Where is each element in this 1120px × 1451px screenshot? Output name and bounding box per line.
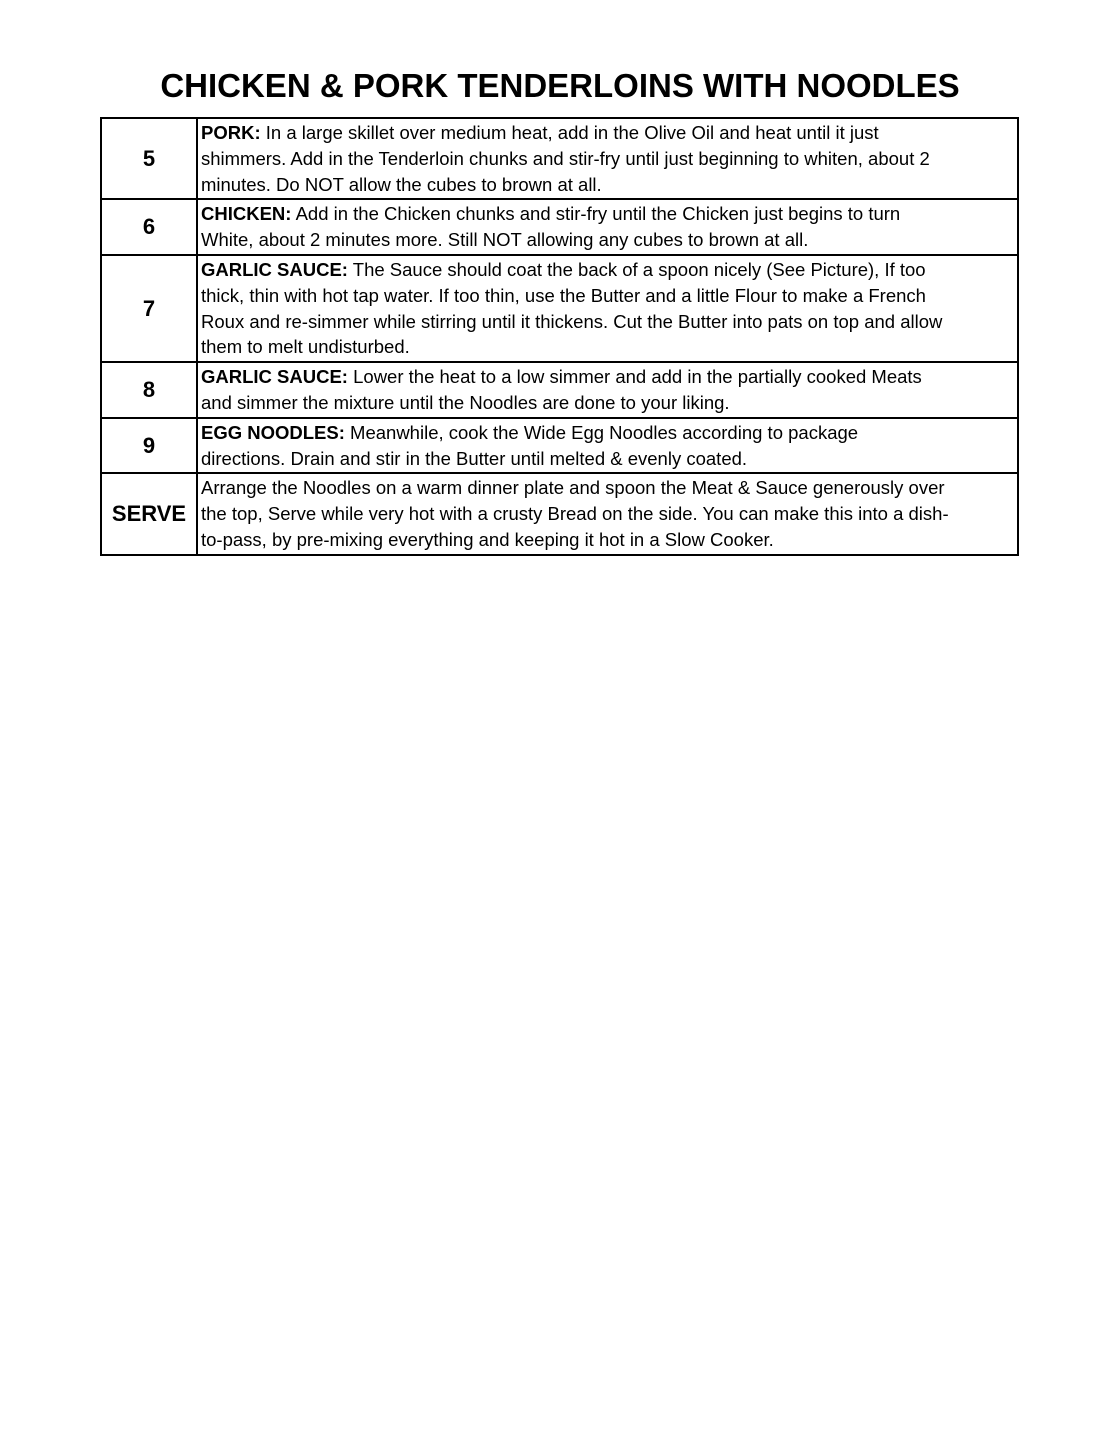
step-label: CHICKEN: (201, 203, 292, 225)
instruction-line: to-pass, by pre-mixing everything and keeping it hot in a Slow Cooker. (201, 528, 774, 550)
step-instructions (197, 255, 1018, 362)
page-title: CHICKEN & PORK TENDERLOINS WITH NOODLES (160, 67, 960, 104)
table-row (101, 362, 1018, 418)
step-number: 5 (101, 118, 197, 199)
recipe-steps-table (100, 117, 1019, 556)
instruction-line: GARLIC SAUCE: Lower the heat to a low simmer and add in the partially cooked Meats (201, 366, 922, 388)
instruction-line: Roux and re-simmer while stirring until it thickens. Cut the Butter into pats on top and allow (201, 310, 943, 332)
instruction-line: GARLIC SAUCE: The Sauce should coat the back of a spoon nicely (See Picture), If too (201, 258, 926, 280)
table-row (101, 199, 1018, 255)
instruction-line: CHICKEN: Add in the Chicken chunks and stir-fry until the Chicken just begins to turn (201, 203, 901, 225)
instruction-line: directions. Drain and stir in the Butter until melted & evenly coated. (201, 447, 748, 469)
table-row (101, 118, 1018, 199)
step-instructions (197, 199, 1018, 255)
step-label: GARLIC SAUCE: (201, 366, 348, 388)
step-label: PORK: (201, 122, 261, 143)
step-number: 7 (101, 255, 197, 362)
step-instructions (197, 473, 1018, 554)
step-label: EGG NOODLES: (201, 421, 345, 443)
table-row (101, 255, 1018, 362)
step-label: GARLIC SAUCE: (201, 258, 348, 280)
table-row (101, 473, 1018, 554)
step-number: 6 (101, 199, 197, 255)
instruction-line: them to melt undisturbed. (201, 336, 410, 358)
step-instructions (197, 418, 1018, 474)
step-instructions (197, 118, 1018, 199)
instruction-line: PORK: In a large skillet over medium heat, add in the Olive Oil and heat until it just (201, 122, 879, 143)
instruction-line: shimmers. Add in the Tenderloin chunks and stir-fry until just beginning to whiten, about 2 (201, 147, 930, 169)
instruction-line: and simmer the mixture until the Noodles are done to your liking. (201, 391, 730, 413)
instruction-line: thick, thin with hot tap water. If too thin, use the Butter and a little Flour to make a French (201, 284, 926, 306)
table-row (101, 418, 1018, 474)
step-number: SERVE (101, 473, 197, 554)
instruction-line: EGG NOODLES: Meanwhile, cook the Wide Egg Noodles according to package (201, 421, 859, 443)
step-number: 8 (101, 362, 197, 418)
instruction-line: Arrange the Noodles on a warm dinner plate and spoon the Meat & Sauce generously over (201, 477, 945, 499)
step-instructions (197, 362, 1018, 418)
instruction-line: the top, Serve while very hot with a crusty Bread on the side. You can make this into a dish- (201, 503, 949, 525)
instruction-line: minutes. Do NOT allow the cubes to brown at all. (201, 173, 602, 195)
step-number: 9 (101, 418, 197, 474)
instruction-line: White, about 2 minutes more. Still NOT allowing any cubes to brown at all. (201, 229, 809, 251)
